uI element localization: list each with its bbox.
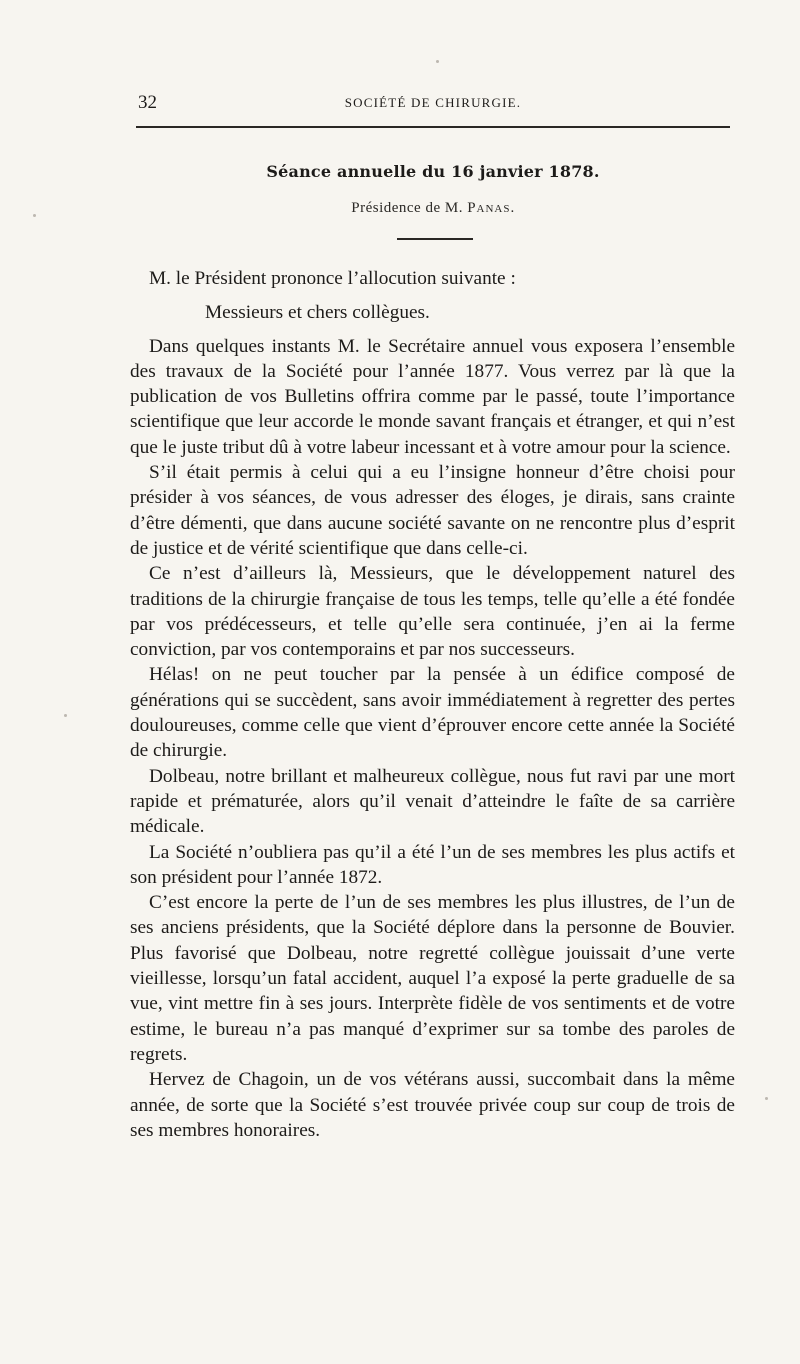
opening-line: M. le Président prononce l’allocution suivante : (149, 268, 516, 289)
paragraph: La Société n’oubliera pas qu’il a été l’un de ses membres les plus actifs et son président pour l’année 1872. (130, 841, 735, 888)
paper-speck (765, 1097, 768, 1100)
paragraph: C’est encore la perte de l’un de ses membres les plus illustres, de l’un de ses anciens présidents, que la Société déplore dans la personne de Bouvier. Plus favorisé que Dolbeau, notre regretté collègue jouissait d’une verte vieillesse, lorsqu’un fatal accident, auquel l’a exposé la perte graduelle de sa vue, vint mettre fin à ses jours. Interprète fidèle de vos sentiments et de votre estime, le bureau n’a pas manqué d’exprimer sur sa tombe des paroles de regrets. (130, 892, 735, 1065)
running-title: SOCIÉTÉ DE CHIRURGIE. (344, 95, 522, 110)
paragraph: Hervez de Chagoin, un de vos vétérans aussi, succombait dans la même année, de sorte que la Société s’est trouvée privée coup sur coup de trois de ses membres honoraires. (130, 1069, 735, 1141)
speech-body (130, 266, 735, 1143)
presidence-suffix: . (510, 200, 515, 216)
paper-speck (64, 714, 67, 717)
paper-speck (33, 214, 36, 217)
paragraph: Hélas! on ne peut toucher par la pensée à un édifice composé de générations qui se succèdent, sans avoir immédiatement à regretter des pertes douloureuses, comme celle que vient d’éprouver encore cette année la Société de chirurgie. (130, 664, 735, 762)
presidence-prefix: Présidence de M. (351, 200, 463, 216)
paragraph: Dolbeau, notre brillant et malheureux collègue, nous fut ravi par une mort rapide et prématurée, alors qu’il venait d’atteindre le faîte de sa carrière médicale. (130, 765, 735, 838)
paper-speck (436, 60, 439, 63)
page-number: 32 (138, 92, 157, 113)
salutation: Messieurs et chers collègues. (205, 302, 430, 324)
paragraph: Ce n’est d’ailleurs là, Messieurs, que le développement naturel des traditions de la chirurgie française de tous les temps, telle qu’elle a été fondée par vos prédécesseurs, et telle qu’elle sera continuée, j’en ai la ferme conviction, par vos contemporains et par nos successeurs. (130, 563, 735, 661)
paragraph: S’il était permis à celui qui a eu l’insigne honneur d’être choisi pour présider à vos séances, de vous adresser des éloges, je dirais, sans crainte d’être démenti, que dans aucune société savante on ne rencontre plus d’esprit de justice et de vérité scientifique que dans celle-ci. (130, 462, 735, 559)
section-divider (397, 238, 473, 240)
session-title: Séance annuelle du 16 janvier 1878. (266, 162, 600, 181)
header-rule (136, 126, 730, 128)
presidence-line (138, 200, 728, 217)
running-header (138, 92, 728, 114)
paragraph: Dans quelques instants M. le Secrétaire annuel vous exposera l’ensemble des travaux de la Société pour l’année 1877. Vous verrez par là que la publication de vos Bulletins offrira comme par le passé, toute l’importance scientifique que leur accorde le monde savant français et étranger, et qui n’est que le juste tribut dû à votre labeur incessant et à votre amour pour la science. (130, 335, 735, 458)
president-name: Panas (467, 200, 511, 216)
